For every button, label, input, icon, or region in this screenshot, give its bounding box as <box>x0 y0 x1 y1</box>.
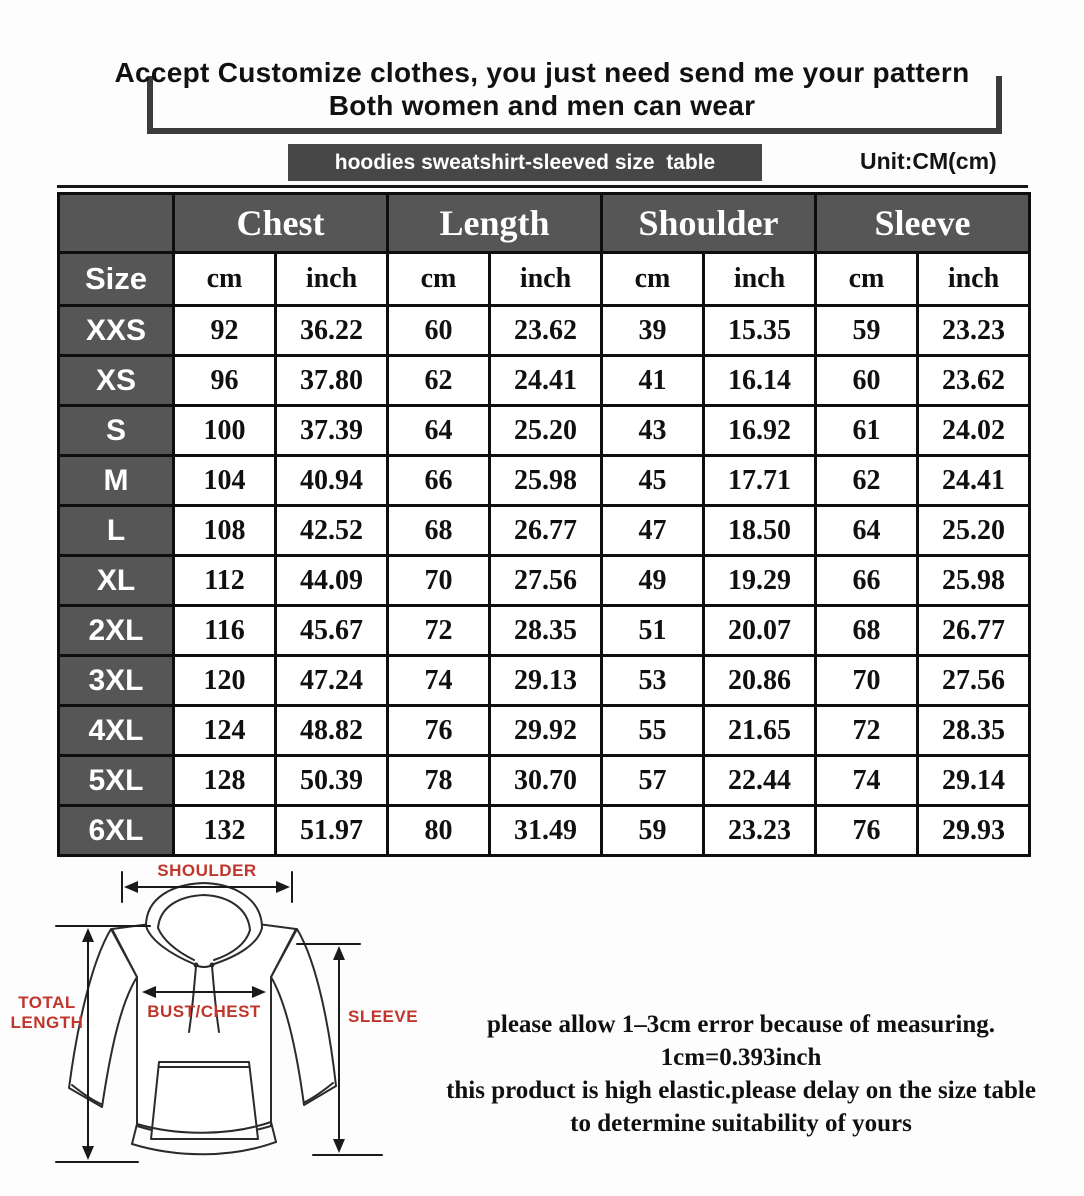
size-row-label: 3XL <box>59 656 174 706</box>
size-cell: 59 <box>602 806 704 856</box>
size-cell: 24.02 <box>918 406 1030 456</box>
size-cell: 72 <box>816 706 918 756</box>
hoodie-hem-right <box>271 1122 276 1142</box>
size-cell: 25.98 <box>490 456 602 506</box>
size-cell: 36.22 <box>276 306 388 356</box>
sub-header: inch <box>276 253 388 306</box>
table-row <box>59 506 1030 556</box>
sleeve-label: SLEEVE <box>348 1007 419 1026</box>
size-cell: 37.39 <box>276 406 388 456</box>
table-row <box>59 706 1030 756</box>
size-cell: 68 <box>388 506 490 556</box>
size-cell: 23.23 <box>704 806 816 856</box>
size-cell: 64 <box>388 406 490 456</box>
table-top-rule <box>57 185 1028 188</box>
size-cell: 49 <box>602 556 704 606</box>
size-cell: 47 <box>602 506 704 556</box>
size-cell: 43 <box>602 406 704 456</box>
group-header-row <box>59 194 1030 253</box>
table-row <box>59 406 1030 456</box>
size-cell: 72 <box>388 606 490 656</box>
size-cell: 132 <box>174 806 276 856</box>
size-row-label: 2XL <box>59 606 174 656</box>
table-row <box>59 306 1030 356</box>
note-line3: this product is high elastic.please delay on the size table <box>446 1077 1036 1104</box>
size-row-label: 4XL <box>59 706 174 756</box>
size-cell: 23.23 <box>918 306 1030 356</box>
size-cell: 24.41 <box>490 356 602 406</box>
size-cell: 39 <box>602 306 704 356</box>
size-cell: 44.09 <box>276 556 388 606</box>
size-cell: 45.67 <box>276 606 388 656</box>
size-cell: 108 <box>174 506 276 556</box>
size-cell: 66 <box>388 456 490 506</box>
size-cell: 51 <box>602 606 704 656</box>
sub-header: cm <box>602 253 704 306</box>
size-cell: 31.49 <box>490 806 602 856</box>
size-cell: 20.86 <box>704 656 816 706</box>
shoulder-label: SHOULDER <box>157 861 257 880</box>
size-cell: 29.14 <box>918 756 1030 806</box>
size-cell: 116 <box>174 606 276 656</box>
size-cell: 70 <box>388 556 490 606</box>
size-cell: 37.80 <box>276 356 388 406</box>
table-row <box>59 556 1030 606</box>
size-cell: 17.71 <box>704 456 816 506</box>
size-cell: 16.14 <box>704 356 816 406</box>
page-title-line1: Accept Customize clothes, you just need send me your pattern <box>114 57 970 88</box>
size-cell: 26.77 <box>490 506 602 556</box>
size-cell: 20.07 <box>704 606 816 656</box>
sub-header: inch <box>704 253 816 306</box>
size-cell: 40.94 <box>276 456 388 506</box>
sub-header: cm <box>174 253 276 306</box>
page-title-line2: Both women and men can wear <box>328 90 756 121</box>
size-cell: 18.50 <box>704 506 816 556</box>
hoodie-hem-left <box>132 1124 137 1144</box>
size-cell: 26.77 <box>918 606 1030 656</box>
note-line2: 1cm=0.393inch <box>660 1044 822 1071</box>
group-header-chest: Chest <box>174 194 388 253</box>
size-cell: 48.82 <box>276 706 388 756</box>
size-cell: 53 <box>602 656 704 706</box>
size-cell: 96 <box>174 356 276 406</box>
size-row-label: 5XL <box>59 756 174 806</box>
size-cell: 22.44 <box>704 756 816 806</box>
size-cell: 70 <box>816 656 918 706</box>
size-cell: 59 <box>816 306 918 356</box>
size-row-label: L <box>59 506 174 556</box>
size-cell: 78 <box>388 756 490 806</box>
size-row-label: S <box>59 406 174 456</box>
size-cell: 15.35 <box>704 306 816 356</box>
size-cell: 16.92 <box>704 406 816 456</box>
table-row <box>59 806 1030 856</box>
size-table-body <box>59 306 1030 856</box>
size-cell: 45 <box>602 456 704 506</box>
size-cell: 92 <box>174 306 276 356</box>
note-line1: please allow 1–3cm error because of measuring. <box>486 1011 996 1038</box>
table-row <box>59 356 1030 406</box>
total-length-label-line1: TOTAL <box>18 993 76 1012</box>
size-cell: 100 <box>174 406 276 456</box>
size-cell: 68 <box>816 606 918 656</box>
size-cell: 128 <box>174 756 276 806</box>
size-cell: 61 <box>816 406 918 456</box>
size-cell: 25.20 <box>918 506 1030 556</box>
size-cell: 55 <box>602 706 704 756</box>
size-cell: 62 <box>816 456 918 506</box>
bust-chest-measure <box>142 986 266 1021</box>
size-cell: 28.35 <box>490 606 602 656</box>
size-cell: 120 <box>174 656 276 706</box>
size-cell: 19.29 <box>704 556 816 606</box>
size-cell: 30.70 <box>490 756 602 806</box>
sub-header: cm <box>816 253 918 306</box>
size-row-label: M <box>59 456 174 506</box>
note-line4: to determine suitability of yours <box>570 1110 912 1137</box>
size-cell: 64 <box>816 506 918 556</box>
corner-blank-cell <box>59 194 174 253</box>
group-header-sleeve: Sleeve <box>816 194 1030 253</box>
bust-chest-label: BUST/CHEST <box>147 1002 261 1021</box>
size-row-label: XS <box>59 356 174 406</box>
size-cell: 60 <box>816 356 918 406</box>
page-title <box>42 56 1042 122</box>
size-cell: 41 <box>602 356 704 406</box>
group-header-length: Length <box>388 194 602 253</box>
size-cell: 124 <box>174 706 276 756</box>
size-cell: 112 <box>174 556 276 606</box>
sub-header: cm <box>388 253 490 306</box>
size-cell: 50.39 <box>276 756 388 806</box>
size-cell: 25.20 <box>490 406 602 456</box>
size-row-label: XL <box>59 556 174 606</box>
group-header-shoulder: Shoulder <box>602 194 816 253</box>
size-cell: 80 <box>388 806 490 856</box>
table-row <box>59 456 1030 506</box>
size-cell: 47.24 <box>276 656 388 706</box>
sub-header: inch <box>918 253 1030 306</box>
size-cell: 66 <box>816 556 918 606</box>
size-cell: 60 <box>388 306 490 356</box>
corner-size-label: Size <box>59 253 174 306</box>
table-row <box>59 656 1030 706</box>
size-table <box>57 192 1031 857</box>
size-cell: 42.52 <box>276 506 388 556</box>
size-cell: 57 <box>602 756 704 806</box>
sub-header-row <box>59 253 1030 306</box>
size-cell: 51.97 <box>276 806 388 856</box>
size-cell: 23.62 <box>490 306 602 356</box>
size-cell: 74 <box>388 656 490 706</box>
size-cell: 23.62 <box>918 356 1030 406</box>
hoodie-pocket <box>151 1062 258 1139</box>
size-cell: 62 <box>388 356 490 406</box>
hoodie-hem-bottom <box>132 1142 276 1154</box>
size-cell: 76 <box>816 806 918 856</box>
sub-header: inch <box>490 253 602 306</box>
table-row <box>59 606 1030 656</box>
size-cell: 74 <box>816 756 918 806</box>
size-cell: 27.56 <box>490 556 602 606</box>
size-cell: 21.65 <box>704 706 816 756</box>
size-cell: 25.98 <box>918 556 1030 606</box>
size-cell: 24.41 <box>918 456 1030 506</box>
table-title-bar <box>288 144 762 181</box>
size-cell: 28.35 <box>918 706 1030 756</box>
size-cell: 29.92 <box>490 706 602 756</box>
size-row-label: XXS <box>59 306 174 356</box>
size-cell: 104 <box>174 456 276 506</box>
size-cell: 29.93 <box>918 806 1030 856</box>
total-length-label-line2: LENGTH <box>10 1013 84 1032</box>
table-title: hoodies sweatshirt-sleeved size table <box>334 150 716 174</box>
measurement-notes <box>400 1008 1082 1140</box>
size-cell: 76 <box>388 706 490 756</box>
size-cell: 27.56 <box>918 656 1030 706</box>
unit-label: Unit:CM(cm) <box>860 148 997 174</box>
size-row-label: 6XL <box>59 806 174 856</box>
hoodie-measurement-diagram <box>8 856 438 1192</box>
size-cell: 29.13 <box>490 656 602 706</box>
table-row <box>59 756 1030 806</box>
